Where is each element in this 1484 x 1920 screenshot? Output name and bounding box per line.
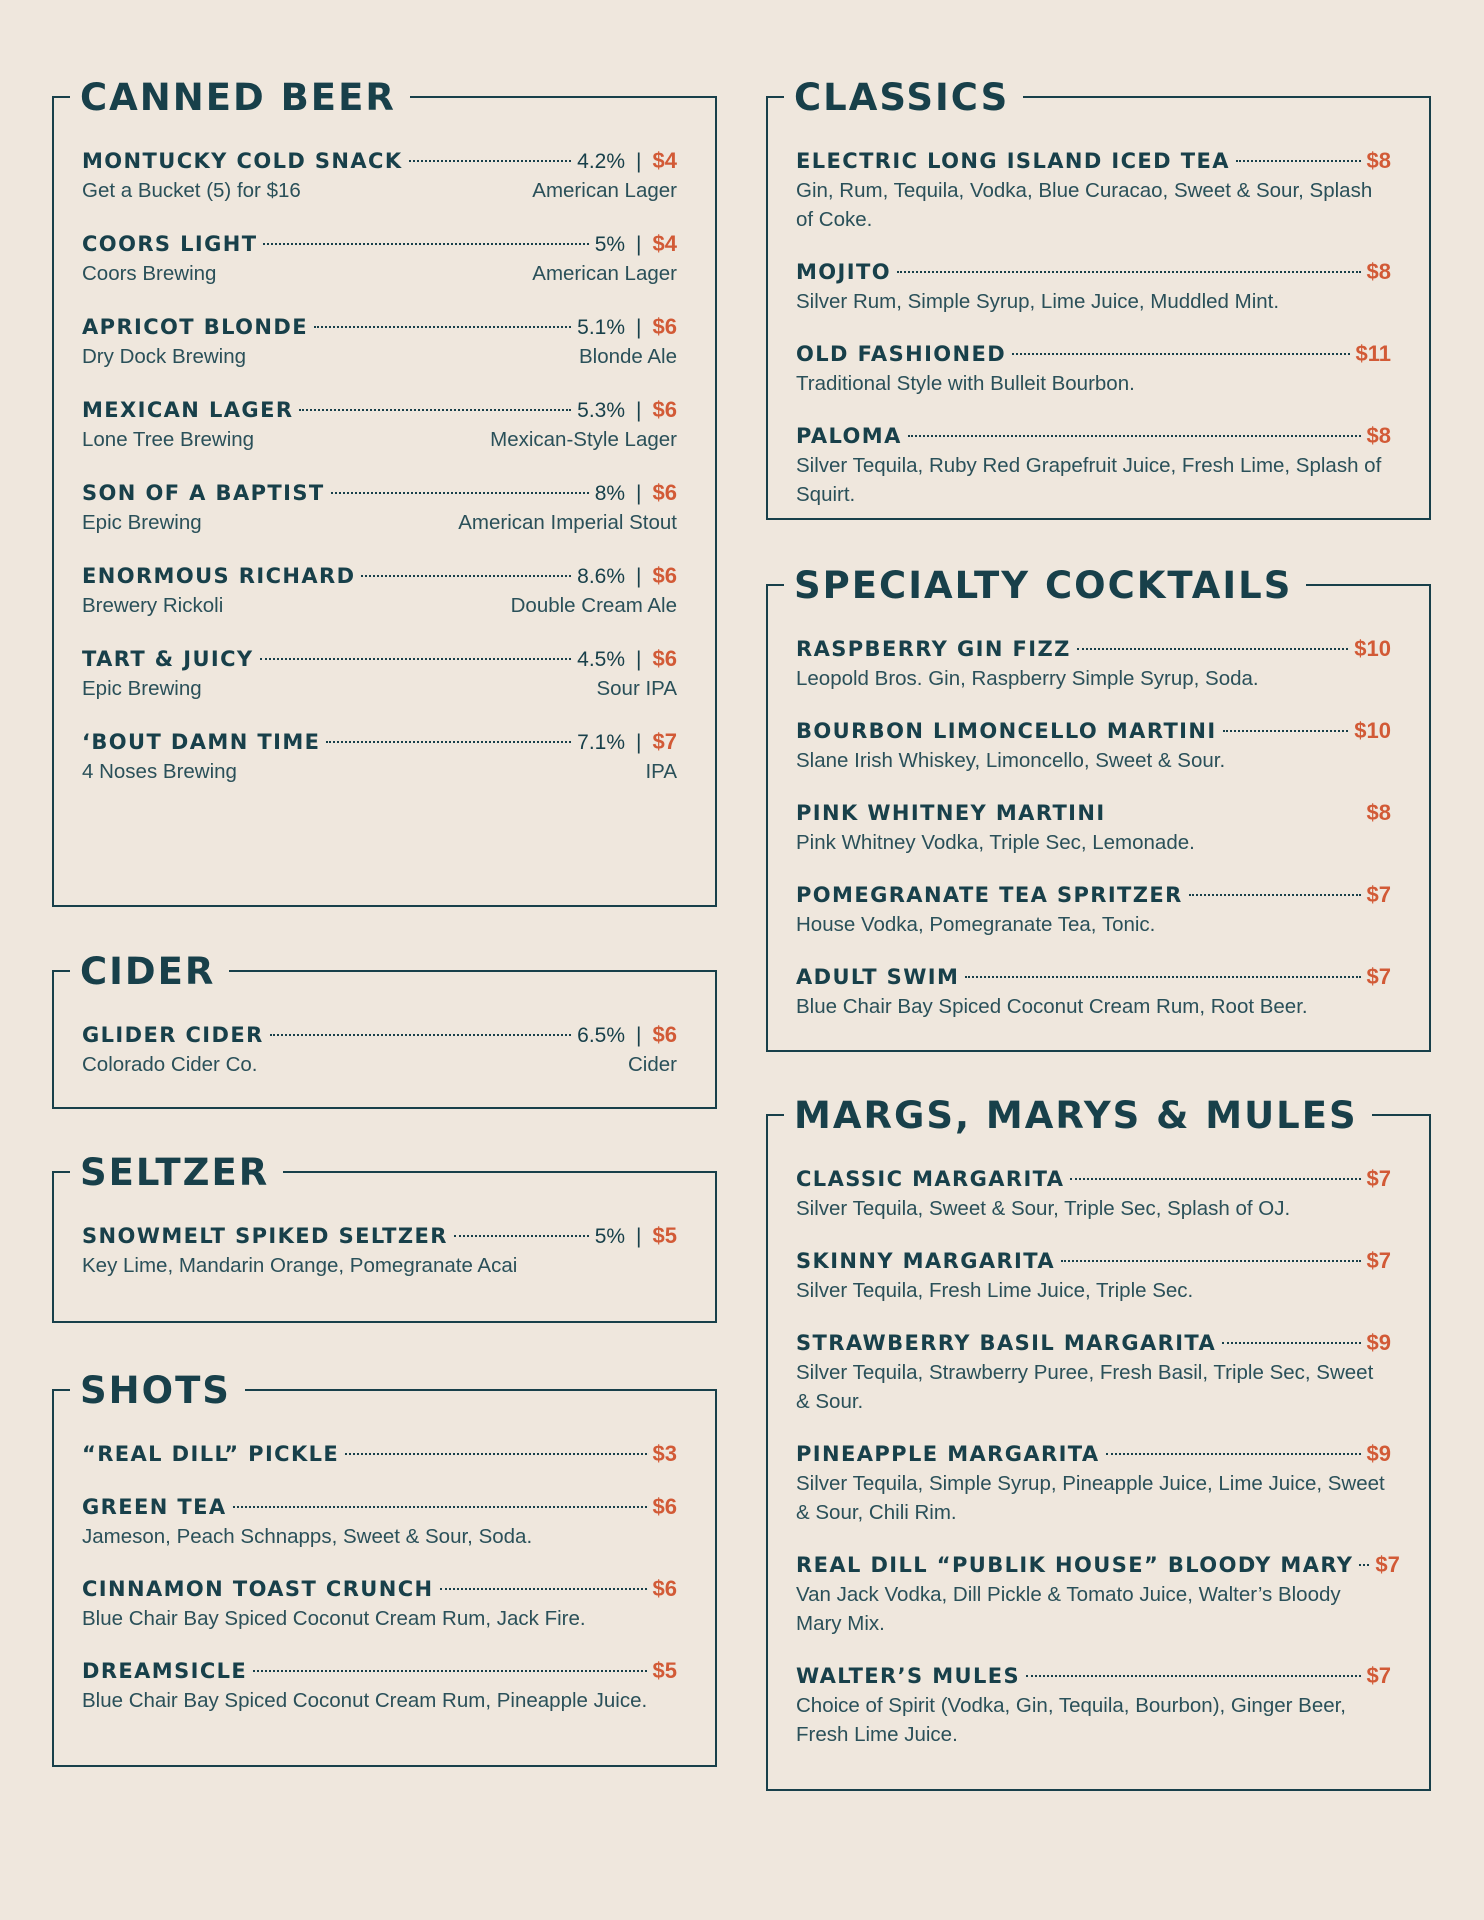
cider-heading: CIDER [70,946,229,998]
menu-item-row [796,257,1391,287]
item-price: $7 [1366,1663,1391,1688]
menu-item-row [82,1574,677,1604]
menu-item-row [82,1221,677,1251]
menu-item-row [796,962,1391,992]
price-separator: | [636,233,642,256]
menu-item-row [82,727,677,757]
dot-leader [965,976,1360,978]
item-description: Silver Tequila, Fresh Lime Juice, Triple Sec. [796,1279,1194,1302]
specialty-cocktails-list [796,634,1391,1044]
classics-heading: CLASSICS [784,72,1023,124]
item-name: CINNAMON TOAST CRUNCH [82,1577,434,1601]
menu-item-row [796,1164,1391,1194]
cider-section [52,950,717,1109]
dot-leader [897,271,1361,273]
seltzer-heading: SELTZER [70,1147,283,1199]
menu-item-row [796,634,1391,664]
item-description: Silver Tequila, Simple Syrup, Pineapple Juice, Lime Juice, Sweet & Sour, Chili Rim. [796,1472,1385,1524]
menu-item [796,421,1391,509]
item-brewery: Epic Brewing [82,511,202,534]
price-separator: | [636,399,642,422]
classics-list [796,146,1391,532]
menu-item [82,478,677,538]
dot-leader [1236,160,1361,162]
cider-list [82,1020,677,1103]
item-name: MEXICAN LAGER [82,398,294,422]
menu-item [82,1656,677,1715]
item-abv: 7.1% [577,731,626,754]
item-name: CLASSIC MARGARITA [796,1167,1065,1191]
item-price: $6 [652,397,677,422]
dot-leader [299,409,571,411]
menu-item [796,339,1391,398]
item-style: Cider [628,1053,677,1076]
menu-item [82,1020,677,1080]
shots-section [52,1369,717,1767]
item-name: MONTUCKY COLD SNACK [82,149,403,173]
item-name: PALOMA [796,424,902,448]
item-details [82,342,677,372]
menu-item [796,1439,1391,1527]
dot-leader [263,243,588,245]
menu-item-row [82,1439,677,1469]
item-style: American Lager [532,179,677,202]
item-description: Jameson, Peach Schnapps, Sweet & Sour, Soda. [82,1525,533,1548]
item-description: Silver Tequila, Strawberry Puree, Fresh Basil, Triple Sec, Sweet & Sour. [796,1361,1374,1413]
menu-item [82,1221,677,1281]
dot-leader [1026,1675,1360,1677]
item-description: Pink Whitney Vodka, Triple Sec, Lemonade. [796,831,1195,854]
item-description: Slane Irish Whiskey, Limoncello, Sweet & Sour. [796,749,1226,772]
item-name: RASPBERRY GIN FIZZ [796,637,1071,661]
menu-item [82,312,677,372]
item-price: $6 [652,480,677,505]
item-price: $9 [1366,1441,1391,1466]
item-description: Silver Tequila, Sweet & Sour, Triple Sec, Splash of OJ. [796,1197,1291,1220]
menu-item-row [82,229,677,259]
item-style: IPA [645,760,677,783]
item-brewery: Key Lime, Mandarin Orange, Pomegranate Acai [82,1254,518,1277]
price-separator: | [636,316,642,339]
item-abv: 4.5% [577,648,626,671]
item-name: REAL DILL “PUBLIK HOUSE” BLOODY MARY [796,1553,1354,1577]
item-abv: 5.1% [577,316,626,339]
canned-beer-heading: CANNED BEER [70,72,410,124]
menu-item-row [796,339,1391,369]
specialty-cocktails-heading: SPECIALTY COCKTAILS [784,560,1306,612]
item-name: GLIDER CIDER [82,1023,264,1047]
classics-section [766,76,1431,520]
item-name: SNOWMELT SPIKED SELTZER [82,1224,448,1248]
item-price: $6 [652,563,677,588]
item-price: $9 [1366,1330,1391,1355]
menu-item [82,727,677,787]
item-price: $6 [652,646,677,671]
menu-item [82,1574,677,1633]
price-separator: | [636,731,642,754]
menu-item [796,146,1391,234]
item-price: $6 [652,314,677,339]
dot-leader [1359,1564,1369,1566]
dot-leader [331,492,589,494]
item-name: TART & JUICY [82,647,254,671]
item-price: $8 [1366,423,1391,448]
item-name: COORS LIGHT [82,232,258,256]
item-price: $8 [1366,148,1391,173]
menu-item [796,257,1391,316]
item-price: $3 [652,1441,677,1466]
item-price: $10 [1354,636,1391,661]
dot-leader [1077,648,1349,650]
item-name: DREAMSICLE [82,1659,248,1683]
shots-heading: SHOTS [70,1365,245,1417]
item-price: $7 [1366,1166,1391,1191]
item-price: $7 [1366,964,1391,989]
item-price: $7 [1366,882,1391,907]
dot-leader [1070,1178,1360,1180]
shots-list [82,1439,677,1738]
item-name: ELECTRIC LONG ISLAND ICED TEA [796,149,1230,173]
menu-item [796,880,1391,939]
item-name: ‘BOUT DAMN TIME [82,730,321,754]
menu-item [82,1439,677,1469]
item-details [82,591,677,621]
menu-item-row [82,146,677,176]
item-name: ENORMOUS RICHARD [82,564,356,588]
item-brewery: 4 Noses Brewing [82,760,237,783]
item-details [82,1050,677,1080]
menu-item-row [796,146,1391,176]
dot-leader [409,160,572,162]
dot-leader [440,1588,647,1590]
dot-leader [454,1235,589,1237]
price-separator: | [636,565,642,588]
menu-item-row [82,1020,677,1050]
item-abv: 8.6% [577,565,626,588]
item-description: Silver Rum, Simple Syrup, Lime Juice, Muddled Mint. [796,290,1280,313]
menu-item-row [82,478,677,508]
item-description: Choice of Spirit (Vodka, Gin, Tequila, Bourbon), Ginger Beer, Fresh Lime Juice. [796,1694,1347,1746]
menu-item [796,962,1391,1021]
price-separator: | [636,150,642,173]
menu-item-row [82,395,677,425]
item-abv: 8% [594,482,626,505]
item-price: $5 [652,1223,677,1248]
item-name: ADULT SWIM [796,965,960,989]
dot-leader [270,1034,572,1036]
dot-leader [1012,353,1349,355]
dot-leader [326,741,571,743]
item-name: WALTER’S MULES [796,1664,1021,1688]
item-price: $10 [1354,718,1391,743]
item-price: $4 [652,231,677,256]
price-separator: | [636,648,642,671]
margs-marys-mules-heading: MARGS, MARYS & MULES [784,1090,1372,1142]
item-description: Blue Chair Bay Spiced Coconut Cream Rum, Pineapple Juice. [82,1689,648,1712]
item-description: Van Jack Vodka, Dill Pickle & Tomato Juice, Walter’s Bloody Mary Mix. [796,1583,1341,1635]
menu-item-row [82,561,677,591]
item-description: Silver Tequila, Ruby Red Grapefruit Juice, Fresh Lime, Splash of Squirt. [796,454,1382,506]
item-description: House Vodka, Pomegranate Tea, Tonic. [796,913,1156,936]
item-brewery: Coors Brewing [82,262,217,285]
item-name: SKINNY MARGARITA [796,1249,1056,1273]
dot-leader [908,435,1361,437]
item-price: $7 [1375,1552,1400,1577]
item-price: $7 [652,729,677,754]
item-price: $8 [1366,259,1391,284]
item-name: STRAWBERRY BASIL MARGARITA [796,1331,1217,1355]
menu-item-row [796,798,1391,828]
menu-item-row [796,421,1391,451]
item-description: Blue Chair Bay Spiced Coconut Cream Rum, Jack Fire. [82,1607,586,1630]
menu-item-row [796,880,1391,910]
item-name: SON OF A BAPTIST [82,481,325,505]
item-name: POMEGRANATE TEA SPRITZER [796,883,1183,907]
menu-item-row [82,312,677,342]
item-description: Blue Chair Bay Spiced Coconut Cream Rum, Root Beer. [796,995,1308,1018]
menu-item [796,634,1391,693]
item-style: American Lager [532,262,677,285]
price-separator: | [636,482,642,505]
item-brewery: Colorado Cider Co. [82,1053,258,1076]
item-name: “REAL DILL” PICKLE [82,1442,340,1466]
dot-leader [1061,1260,1360,1262]
item-abv: 5% [594,233,626,256]
dot-leader [253,1670,646,1672]
menu-item-row [82,1492,677,1522]
item-details [82,176,677,206]
dot-leader [345,1453,646,1455]
item-name: APRICOT BLONDE [82,315,308,339]
dot-leader [314,326,571,328]
item-style: Double Cream Ale [510,594,677,617]
item-description: Gin, Rum, Tequila, Vodka, Blue Curacao, Sweet & Sour, Splash of Coke. [796,179,1373,231]
seltzer-list [82,1221,677,1304]
item-abv: 5% [594,1225,626,1248]
item-price: $8 [1366,800,1391,825]
item-brewery: Dry Dock Brewing [82,345,247,368]
menu-item [796,1328,1391,1416]
item-details [82,757,677,787]
item-details [82,425,677,455]
menu-item [82,229,677,289]
item-details [82,674,677,704]
item-price: $4 [652,148,677,173]
item-details [82,1251,677,1281]
item-brewery: Brewery Rickoli [82,594,224,617]
item-brewery: Get a Bucket (5) for $16 [82,179,301,202]
menu-item-row [796,716,1391,746]
dot-leader [260,658,572,660]
menu-item-row [796,1328,1391,1358]
dot-leader [1189,894,1361,896]
item-abv: 5.3% [577,399,626,422]
menu-item-row [82,644,677,674]
item-name: BOURBON LIMONCELLO MARTINI [796,719,1217,743]
item-description: Traditional Style with Bulleit Bourbon. [796,372,1135,395]
menu-item [796,1661,1391,1749]
menu-item-row [796,1439,1391,1469]
item-style: Blonde Ale [578,345,677,368]
item-description: Leopold Bros. Gin, Raspberry Simple Syrup, Soda. [796,667,1259,690]
item-abv: 6.5% [577,1024,626,1047]
item-price: $7 [1366,1248,1391,1273]
dot-leader [1223,730,1349,732]
item-name: MOJITO [796,260,891,284]
specialty-cocktails-section [766,564,1431,1052]
dot-leader [361,575,571,577]
item-style: American Imperial Stout [458,511,677,534]
menu-item-row [82,1656,677,1686]
menu-item-row [796,1661,1391,1691]
item-name: OLD FASHIONED [796,342,1007,366]
item-style: Mexican-Style Lager [490,428,677,451]
menu-item-row [796,1550,1400,1580]
dot-leader [1106,1453,1361,1455]
price-separator: | [636,1225,642,1248]
menu-item [82,395,677,455]
item-name: PINEAPPLE MARGARITA [796,1442,1100,1466]
item-brewery: Lone Tree Brewing [82,428,255,451]
margs-marys-mules-section [766,1094,1431,1791]
dot-leader [1222,1342,1360,1344]
item-price: $6 [652,1576,677,1601]
margs-marys-mules-list [796,1164,1400,1772]
menu-item [796,716,1391,775]
item-name: PINK WHITNEY MARTINI [796,801,1106,825]
menu-item [82,1492,677,1551]
item-details [82,508,677,538]
canned-beer-list [82,146,677,810]
item-details [82,259,677,289]
item-price: $11 [1355,341,1391,366]
dot-leader [233,1506,647,1508]
menu-item [82,644,677,704]
canned-beer-section [52,76,717,907]
price-separator: | [636,1024,642,1047]
item-style: Sour IPA [596,677,677,700]
menu-item-row [796,1246,1391,1276]
item-name: GREEN TEA [82,1495,227,1519]
menu-item [796,798,1391,857]
menu-item [796,1164,1391,1223]
item-abv: 4.2% [577,150,626,173]
item-brewery: Epic Brewing [82,677,202,700]
menu-item [82,561,677,621]
menu-item [796,1246,1391,1305]
item-price: $5 [652,1658,677,1683]
menu-item [796,1550,1400,1638]
item-price: $6 [652,1022,677,1047]
item-price: $6 [652,1494,677,1519]
seltzer-section [52,1151,717,1323]
menu-item [82,146,677,206]
